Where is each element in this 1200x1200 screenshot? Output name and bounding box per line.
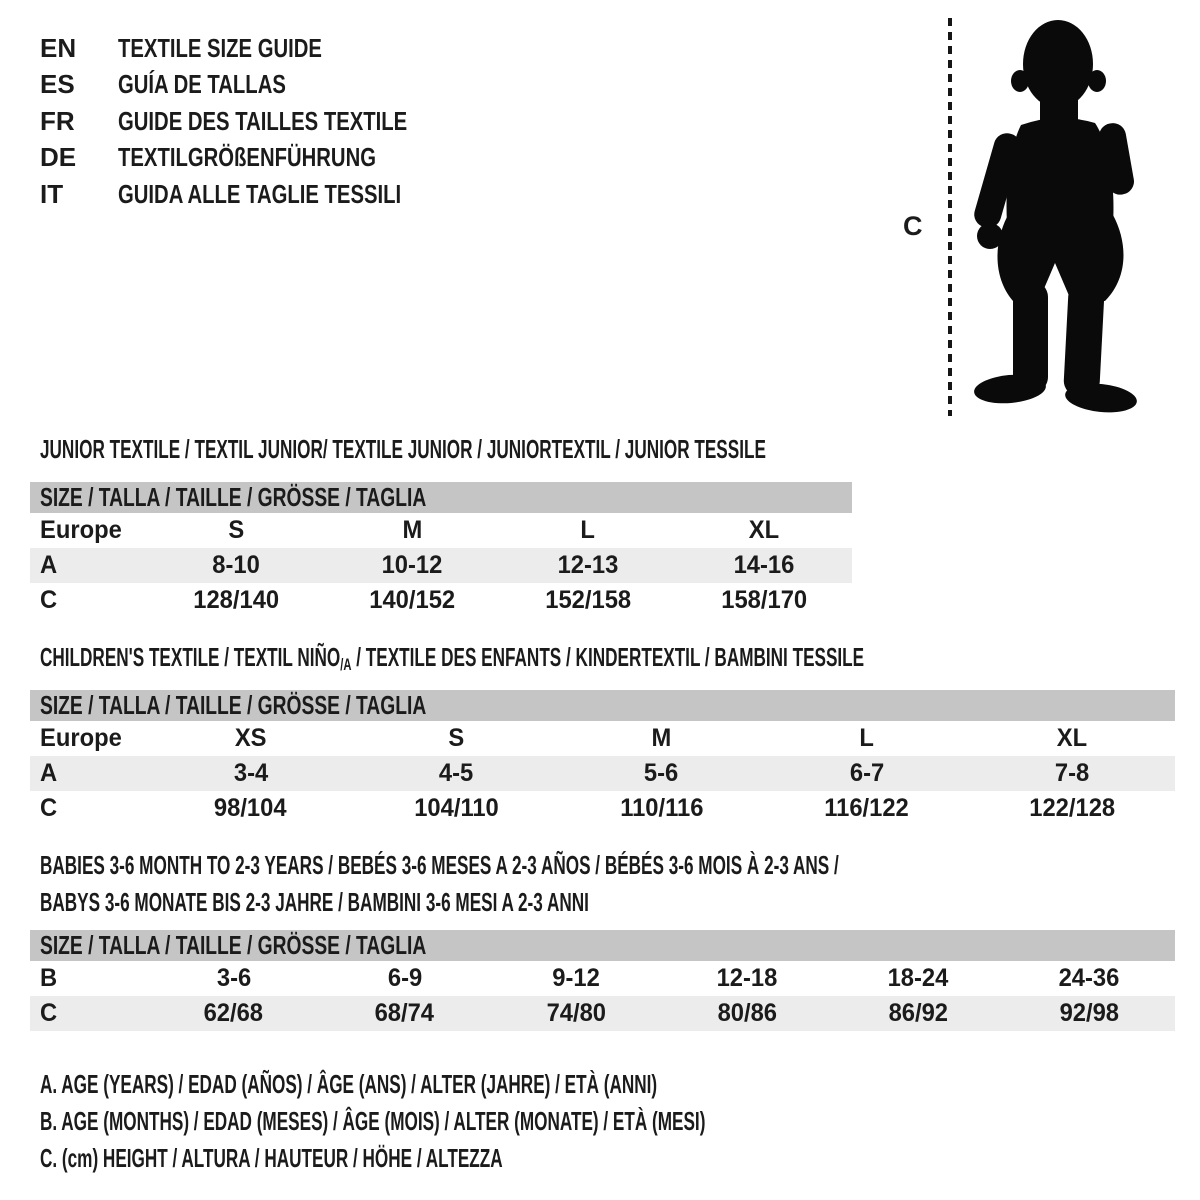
row-label-text: C [40,999,58,1027]
size-value: 3-4 [233,759,268,787]
size-value: 158/170 [721,586,807,614]
size-cell [148,583,324,618]
size-cell [319,996,490,1031]
row-label-text: C [40,586,58,614]
legend-line-c [40,1140,1048,1177]
size-cell [353,791,558,826]
children-title-pre: CHILDREN'S TEXTILE / TEXTIL NIÑO [40,642,341,672]
size-cell [833,996,1004,1031]
size-cell [148,961,319,996]
size-cell [353,756,558,791]
children-title-sub: /A [340,655,352,674]
guide-title-es: GUÍA DE TALLAS [118,69,286,100]
size-value: 92/98 [1059,999,1120,1027]
size-cell [662,961,833,996]
language-row-it [40,176,489,213]
size-cell [1004,996,1175,1031]
size-value: 104/110 [413,794,499,822]
row-label [30,721,148,756]
size-header-label: SIZE / TALLA / TAILLE / GRÖSSE / TAGLIA [40,930,427,960]
size-cell [764,721,969,756]
size-value: M [651,724,672,752]
row-label [30,513,148,548]
size-cell [1004,961,1175,996]
legend-text-c: C. (cm) HEIGHT / ALTURA / HAUTEUR / HÖHE / ALTEZZA [40,1143,503,1173]
size-cell [662,996,833,1031]
table-row-europe [30,513,852,548]
measurement-legend [40,1066,1048,1177]
size-value: 18-24 [887,964,949,992]
size-value: 116/122 [824,794,910,822]
language-code: EN [40,32,77,63]
row-label [30,583,148,618]
size-value: 8-10 [212,551,260,579]
size-value: 110/116 [619,794,704,822]
row-label [30,548,148,583]
height-measure-label: C [903,211,923,241]
size-cell [148,756,353,791]
size-header-label: SIZE / TALLA / TAILLE / GRÖSSE / TAGLIA [40,482,427,512]
size-header-bar [30,930,1175,961]
size-value: L [580,516,596,544]
table-row-age-years [30,756,1175,791]
row-label [30,791,148,826]
table-row-age-months [30,961,1175,996]
size-value: 68/74 [375,999,435,1027]
junior-section-title [40,434,1140,465]
size-cell [324,513,500,548]
size-value: 86/92 [888,999,948,1027]
size-cell [148,721,353,756]
size-value: 10-12 [381,551,443,579]
size-cell [500,583,676,618]
table-row-height-cm [30,996,1175,1031]
table-row-height-cm [30,583,852,618]
language-code: FR [40,105,75,136]
size-value: 6-7 [849,759,885,787]
size-cell [676,583,852,618]
size-value: 3-6 [216,964,251,992]
height-measure-dashed-line [948,18,952,416]
legend-line-a [40,1066,1048,1103]
children-section-title [40,642,1200,673]
size-value: L [859,724,875,752]
children-section-title-text [40,642,864,673]
size-value: 6-9 [387,964,422,992]
size-cell [833,961,1004,996]
size-cell [559,721,764,756]
legend-text-b: B. AGE (MONTHS) / EDAD (MESES) / ÂGE (MOIS) / ALTER (MONATE) / ETÀ (MESI) [40,1106,706,1136]
size-value: 7-8 [1055,759,1090,787]
row-label-text: Europe [40,724,122,752]
row-label-text: A [40,551,58,579]
size-cell [970,721,1175,756]
size-value: 122/128 [1029,794,1116,822]
row-label [30,996,148,1031]
size-cell [319,961,490,996]
size-value: 14-16 [733,551,795,579]
size-value: 62/68 [203,999,264,1027]
size-cell [353,721,558,756]
size-value: 80/86 [717,999,777,1027]
size-value: 9-12 [552,964,600,992]
language-title-list [40,30,489,213]
size-cell [500,548,676,583]
language-row-de [40,140,489,177]
size-cell [559,756,764,791]
language-row-es [40,67,489,104]
size-cell [764,791,969,826]
size-value: XS [234,724,267,752]
row-label-text: Europe [40,516,122,544]
guide-title-fr: GUIDE DES TAILLES TEXTILE [118,105,408,136]
language-code: DE [40,142,77,173]
guide-title-de: TEXTILGRÖßENFÜHRUNG [118,142,376,173]
size-cell [148,513,324,548]
table-row-age-years [30,548,852,583]
row-label-text: C [40,794,58,822]
size-value: XL [748,516,780,544]
language-code: IT [40,178,64,209]
size-cell [970,756,1175,791]
legend-line-b [40,1103,1048,1140]
size-value: 74/80 [546,999,606,1027]
guide-title-it: GUIDA ALLE TAGLIE TESSILI [118,178,402,209]
row-label [30,961,148,996]
toddler-silhouette-icon [963,17,1138,417]
size-header-bar [30,690,1175,721]
size-cell [764,756,969,791]
children-size-table [30,690,1175,826]
row-label-text: B [40,964,58,992]
junior-section-title-text: JUNIOR TEXTILE / TEXTIL JUNIOR/ TEXTILE JUNIOR / JUNIORTEXTIL / JUNIOR TESSILE [40,434,766,464]
size-value: S [448,724,465,752]
size-cell [148,996,319,1031]
row-label [30,756,148,791]
junior-size-table [30,482,852,618]
children-title-post: / TEXTILE DES ENFANTS / KINDERTEXTIL / BAMBINI TESSILE [351,642,865,672]
language-row-fr [40,103,489,140]
size-header-label: SIZE / TALLA / TAILLE / GRÖSSE / TAGLIA [40,690,427,720]
size-value: 4-5 [438,759,474,787]
legend-text-a: A. AGE (YEARS) / EDAD (AÑOS) / ÂGE (ANS) / ALTER (JAHRE) / ETÀ (ANNI) [40,1069,658,1099]
babies-section-title [40,847,1200,921]
size-cell [970,791,1175,826]
babies-title-line1: BABIES 3-6 MONTH TO 2-3 YEARS / BEBÉS 3-6 MESES A 2-3 AÑOS / BÉBÉS 3-6 MOIS À 2-3 ANS / [40,850,839,880]
size-value: 128/140 [193,586,279,614]
table-row-europe [30,721,1175,756]
size-cell [324,583,500,618]
size-cell [148,791,353,826]
size-value: XL [1057,724,1088,752]
size-cell [490,996,661,1031]
size-cell [500,513,676,548]
size-cell [559,791,764,826]
language-code: ES [40,69,75,100]
size-value: 12-13 [557,551,619,579]
size-cell [148,548,324,583]
table-row-height-cm [30,791,1175,826]
size-value: 140/152 [369,586,455,614]
size-cell [676,548,852,583]
size-value: S [228,516,244,544]
babies-size-table [30,930,1175,1031]
language-row-en [40,30,489,67]
size-cell [490,961,661,996]
size-header-bar [30,482,852,513]
size-value: 5-6 [644,759,679,787]
size-value: 152/158 [545,586,631,614]
size-cell [676,513,852,548]
size-value: M [402,516,422,544]
babies-title-line2: BABYS 3-6 MONATE BIS 2-3 JAHRE / BAMBINI 3-6 MESI A 2-3 ANNI [40,887,589,917]
size-cell [324,548,500,583]
guide-title-en: TEXTILE SIZE GUIDE [118,32,322,63]
row-label-text: A [40,759,58,787]
size-value: 12-18 [716,964,778,992]
size-value: 24-36 [1059,964,1120,992]
size-value: 98/104 [214,794,288,822]
